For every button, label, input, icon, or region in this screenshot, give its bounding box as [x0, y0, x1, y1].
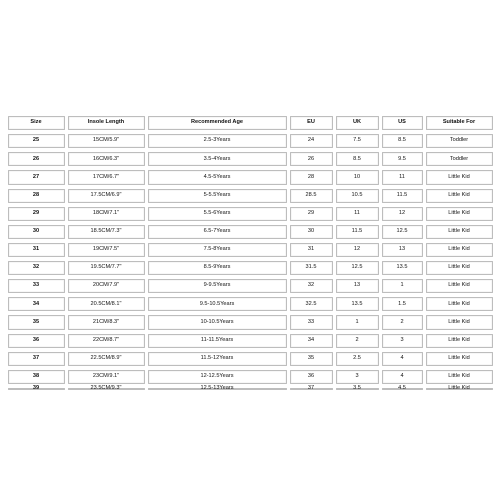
cell-text: 21CM/8.3" — [92, 318, 120, 325]
cell-text: Recommended Age — [190, 119, 243, 126]
cell-text: 18CM/7.1" — [92, 209, 120, 216]
cell-uk — [334, 132, 380, 150]
cell-suitable-for — [424, 223, 494, 241]
cell-eu — [288, 150, 334, 168]
cell-size — [6, 259, 66, 277]
cell-text: 29 — [307, 209, 315, 216]
cell-eu — [288, 295, 334, 313]
header-us — [380, 114, 424, 132]
cell-uk — [334, 313, 380, 331]
cell-text: US — [398, 119, 406, 126]
cell-recommended-age — [146, 386, 288, 392]
cell-text: 23.5CM/9.3" — [90, 384, 122, 391]
cell-us — [380, 277, 424, 295]
cell-text: UK — [352, 119, 362, 126]
cell-uk — [334, 150, 380, 168]
cell-size — [6, 368, 66, 386]
cell-text: 28 — [307, 173, 315, 180]
cell-recommended-age — [146, 150, 288, 168]
cell-text: 3 — [400, 336, 404, 343]
cell-size — [6, 187, 66, 205]
cell-text: 24 — [307, 137, 315, 144]
cell-recommended-age — [146, 313, 288, 331]
cell-text: 8.5 — [398, 137, 406, 144]
cell-text: 5-5.5Years — [203, 191, 231, 198]
cell-size — [6, 295, 66, 313]
cell-text: 2 — [400, 318, 404, 325]
cell-text: 36 — [32, 336, 40, 343]
cell-uk — [334, 277, 380, 295]
cell-text: 18.5CM/7.3" — [90, 228, 122, 235]
cell-text: 2.5-3Years — [203, 137, 231, 144]
cell-insole-length — [66, 241, 146, 259]
cell-us — [380, 295, 424, 313]
cell-text: 13.5 — [351, 300, 363, 307]
cell-text: 1 — [355, 318, 359, 325]
cell-us — [380, 223, 424, 241]
cell-text: 9.5 — [398, 155, 406, 162]
cell-suitable-for — [424, 295, 494, 313]
cell-text: Toddler — [449, 137, 469, 144]
cell-text: 11.5-12Years — [200, 354, 234, 361]
cell-text: 4 — [400, 354, 404, 361]
cell-text: 32 — [307, 282, 315, 289]
cell-text: 11-11.5Years — [200, 336, 234, 343]
cell-size — [6, 386, 66, 392]
cell-text: 37 — [32, 354, 40, 361]
cell-text: 16CM/6.3" — [92, 155, 120, 162]
cell-suitable-for — [424, 277, 494, 295]
cell-recommended-age — [146, 132, 288, 150]
cell-recommended-age — [146, 259, 288, 277]
cell-text: 34 — [307, 336, 315, 343]
cell-uk — [334, 368, 380, 386]
cell-eu — [288, 241, 334, 259]
cell-text: 39 — [32, 384, 40, 391]
cell-text: 11.5 — [396, 191, 408, 198]
cell-text: 26 — [32, 155, 40, 162]
cell-recommended-age — [146, 187, 288, 205]
cell-text: 32 — [32, 264, 40, 271]
cell-text: 26 — [307, 155, 315, 162]
cell-us — [380, 241, 424, 259]
cell-text: 29 — [32, 209, 40, 216]
cell-text: Little Kid — [448, 336, 470, 343]
cell-eu — [288, 313, 334, 331]
cell-suitable-for — [424, 205, 494, 223]
cell-size — [6, 223, 66, 241]
cell-uk — [334, 223, 380, 241]
cell-text: 13.5 — [396, 264, 408, 271]
cell-size — [6, 313, 66, 331]
cell-insole-length — [66, 223, 146, 241]
cell-eu — [288, 259, 334, 277]
cell-text: 22.5CM/8.9" — [90, 354, 122, 361]
cell-insole-length — [66, 205, 146, 223]
cell-text: 34 — [32, 300, 40, 307]
cell-text: 38 — [32, 373, 40, 380]
cell-text: 22CM/8.7" — [92, 336, 120, 343]
cell-suitable-for — [424, 132, 494, 150]
cell-text: 32.5 — [305, 300, 317, 307]
cell-size — [6, 332, 66, 350]
cell-text: 12.5 — [351, 264, 363, 271]
cell-text: Little Kid — [448, 246, 470, 253]
header-recommended-age — [146, 114, 288, 132]
cell-recommended-age — [146, 277, 288, 295]
cell-insole-length — [66, 187, 146, 205]
cell-recommended-age — [146, 332, 288, 350]
cell-insole-length — [66, 277, 146, 295]
cell-text: Little Kid — [448, 228, 470, 235]
cell-text: Little Kid — [448, 191, 470, 198]
cell-size — [6, 277, 66, 295]
cell-recommended-age — [146, 223, 288, 241]
cell-recommended-age — [146, 350, 288, 368]
cell-text: 9.5-10.5Years — [199, 300, 235, 307]
cell-eu — [288, 223, 334, 241]
cell-us — [380, 187, 424, 205]
cell-insole-length — [66, 368, 146, 386]
header-uk — [334, 114, 380, 132]
cell-text: Little Kid — [448, 318, 470, 325]
header-insole-length — [66, 114, 146, 132]
header-size — [6, 114, 66, 132]
cell-text: 5.5-6Years — [203, 209, 231, 216]
cell-text: 33 — [307, 318, 315, 325]
cell-text: 20.5CM/8.1" — [90, 300, 122, 307]
cell-uk — [334, 168, 380, 186]
cell-suitable-for — [424, 187, 494, 205]
cell-text: 7.5-8Years — [203, 246, 231, 253]
cell-text: 10 — [353, 173, 361, 180]
cell-us — [380, 205, 424, 223]
cell-text: 1 — [400, 282, 404, 289]
cell-text: 10.5 — [351, 191, 363, 198]
cell-text: 33 — [32, 282, 40, 289]
cell-text: 30 — [32, 228, 40, 235]
cell-eu — [288, 368, 334, 386]
cell-insole-length — [66, 332, 146, 350]
cell-text: 19.5CM/7.7" — [90, 264, 122, 271]
cell-text: 11 — [399, 173, 405, 180]
cell-suitable-for — [424, 241, 494, 259]
cell-us — [380, 132, 424, 150]
cell-eu — [288, 168, 334, 186]
cell-size — [6, 168, 66, 186]
cell-text: Little Kid — [448, 300, 470, 307]
cell-text: 31 — [32, 246, 40, 253]
cell-insole-length — [66, 168, 146, 186]
cell-text: Little Kid — [448, 373, 470, 380]
cell-text: Little Kid — [448, 209, 470, 216]
cell-suitable-for — [424, 350, 494, 368]
cell-size — [6, 205, 66, 223]
cell-insole-length — [66, 132, 146, 150]
cell-uk — [334, 350, 380, 368]
cell-text: 4.5-5Years — [203, 173, 231, 180]
cell-recommended-age — [146, 295, 288, 313]
cell-text: 12-12.5Years — [200, 373, 234, 380]
cell-text: 25 — [32, 137, 40, 144]
cell-text: 12.5 — [396, 228, 408, 235]
cell-us — [380, 168, 424, 186]
cell-text: Little Kid — [448, 282, 470, 289]
header-suitable-for — [424, 114, 494, 132]
cell-text: 7.5 — [353, 137, 361, 144]
cell-text: 28.5 — [305, 191, 317, 198]
cell-text: 9-9.5Years — [203, 282, 231, 289]
cell-text: Toddler — [449, 155, 469, 162]
cell-text: Suitable For — [442, 119, 476, 126]
cell-text: 4 — [400, 373, 404, 380]
cell-recommended-age — [146, 168, 288, 186]
cell-text: 2 — [355, 336, 359, 343]
cell-text: EU — [307, 119, 315, 126]
cell-us — [380, 259, 424, 277]
cell-text: 30 — [307, 228, 315, 235]
cell-text: 13 — [353, 282, 361, 289]
cell-suitable-for — [424, 259, 494, 277]
cell-text: 10-10.5Years — [200, 318, 234, 325]
cell-us — [380, 313, 424, 331]
cell-text: 37 — [307, 384, 315, 391]
cell-uk — [334, 259, 380, 277]
cell-text: 3.5 — [353, 384, 361, 391]
cell-text: Little Kid — [448, 264, 470, 271]
cell-eu — [288, 277, 334, 295]
cell-text: Little Kid — [448, 354, 470, 361]
cell-uk — [334, 295, 380, 313]
cell-uk — [334, 386, 380, 392]
cell-text: 12 — [353, 246, 361, 253]
cell-eu — [288, 350, 334, 368]
cell-us — [380, 368, 424, 386]
cell-insole-length — [66, 350, 146, 368]
cell-text: 8.5-9Years — [203, 264, 231, 271]
cell-text: 20CM/7.9" — [92, 282, 120, 289]
cell-text: 11.5 — [351, 228, 363, 235]
cell-text: 36 — [307, 373, 315, 380]
header-eu — [288, 114, 334, 132]
cell-text: Size — [30, 119, 42, 126]
cell-text: Little Kid — [448, 384, 470, 391]
cell-size — [6, 241, 66, 259]
cell-text: 17CM/6.7" — [92, 173, 120, 180]
cell-size — [6, 150, 66, 168]
cell-text: 17.5CM/6.9" — [90, 191, 122, 198]
cell-insole-length — [66, 295, 146, 313]
cell-suitable-for — [424, 150, 494, 168]
cell-suitable-for — [424, 313, 494, 331]
cell-text: 27 — [32, 173, 40, 180]
cell-recommended-age — [146, 205, 288, 223]
cell-uk — [334, 332, 380, 350]
cell-eu — [288, 205, 334, 223]
cell-insole-length — [66, 313, 146, 331]
cell-insole-length — [66, 386, 146, 392]
cell-uk — [334, 187, 380, 205]
cell-suitable-for — [424, 332, 494, 350]
cell-suitable-for — [424, 168, 494, 186]
cell-text: 28 — [32, 191, 40, 198]
cell-uk — [334, 205, 380, 223]
cell-insole-length — [66, 150, 146, 168]
cell-text: 15CM/5.9" — [92, 137, 120, 144]
cell-text: 13 — [398, 246, 406, 253]
cell-text: 3.5-4Years — [203, 155, 231, 162]
cell-recommended-age — [146, 241, 288, 259]
cell-eu — [288, 386, 334, 392]
cell-eu — [288, 187, 334, 205]
cell-suitable-for — [424, 386, 494, 392]
cell-text: 12 — [398, 209, 406, 216]
cell-text: Insole Length — [87, 119, 125, 126]
cell-text: 31.5 — [305, 264, 317, 271]
cell-text: 4.5 — [398, 384, 406, 391]
cell-text: 3 — [355, 373, 359, 380]
cell-size — [6, 132, 66, 150]
cell-text: 8.5 — [353, 155, 361, 162]
cell-eu — [288, 132, 334, 150]
cell-insole-length — [66, 259, 146, 277]
cell-us — [380, 332, 424, 350]
cell-text: 11 — [354, 209, 360, 216]
cell-text: 19CM/7.5" — [92, 246, 120, 253]
cell-uk — [334, 241, 380, 259]
cell-text: 2.5 — [353, 354, 361, 361]
cell-us — [380, 386, 424, 392]
cell-text: 31 — [307, 246, 315, 253]
cell-eu — [288, 332, 334, 350]
cell-us — [380, 350, 424, 368]
cell-text: 1.5 — [398, 300, 406, 307]
cell-size — [6, 350, 66, 368]
cell-text: 35 — [32, 318, 40, 325]
cell-recommended-age — [146, 368, 288, 386]
cell-us — [380, 150, 424, 168]
size-chart-table — [6, 114, 494, 391]
cell-text: Little Kid — [448, 173, 470, 180]
cell-text: 6.5-7Years — [203, 228, 231, 235]
cell-text: 12.5-13Years — [200, 384, 234, 391]
cell-text: 23CM/9.1" — [92, 373, 120, 380]
cell-text: 35 — [307, 354, 315, 361]
cell-suitable-for — [424, 368, 494, 386]
